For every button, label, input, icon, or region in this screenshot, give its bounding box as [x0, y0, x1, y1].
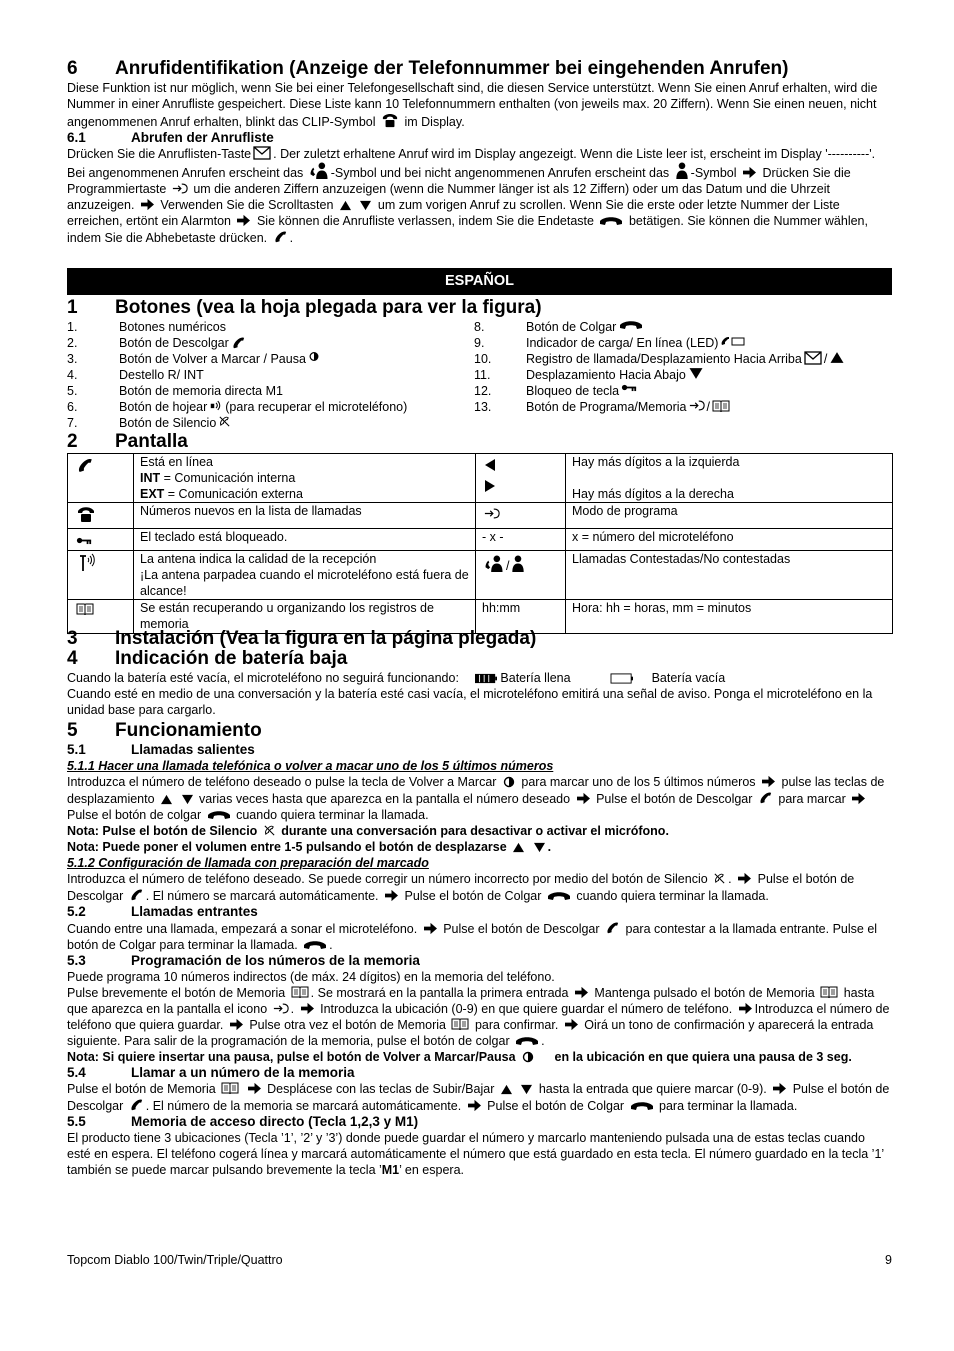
text: Pulse el botón de Descolgar — [596, 792, 753, 806]
memory-book-icon — [76, 602, 94, 616]
table-cell: - x - — [476, 529, 566, 551]
cell-text: Hay más dígitos a la izquierda — [572, 455, 740, 469]
program-icon — [273, 1002, 289, 1015]
arrow-right-icon — [851, 792, 866, 805]
table-row — [68, 454, 893, 503]
table-cell: Modo de programa — [566, 503, 893, 529]
scroll-down-icon — [181, 794, 194, 805]
text: para contestar a la llamada entrante. Pulse el botón de Colgar para terminar la llamada. — [67, 922, 878, 952]
list-item — [67, 415, 474, 431]
list-item — [474, 351, 892, 367]
text: durante una conversación para desactivar o activar el micrófono. — [281, 824, 669, 838]
table-cell — [476, 503, 566, 529]
table-cell — [134, 551, 476, 600]
heading-number: 3 — [67, 628, 78, 649]
battery-empty-icon — [610, 673, 634, 684]
antenna-icon — [76, 553, 96, 573]
table-cell — [68, 551, 134, 600]
page-content — [67, 58, 892, 1178]
text: Pulse el botón de Descolgar — [67, 872, 855, 903]
heading-5-1-1: 5.1.1 Hacer una llamada telefónica o volver a macar uno de los 5 últimos números — [67, 759, 554, 773]
item-number: 6. — [67, 400, 78, 414]
off-hook-icon — [129, 1097, 144, 1112]
heading-title: Indicación de batería baja — [115, 648, 348, 669]
list-item — [474, 383, 892, 399]
heading-4 — [67, 648, 892, 670]
text: en la ubicación en que quiera una pausa de 3 seg. — [554, 1050, 852, 1064]
item-number: 8. — [474, 320, 485, 334]
text: Nota: Pulse el botón de Silencio — [67, 824, 258, 838]
arrow-right-icon — [423, 922, 438, 935]
item-text: Botones numéricos — [119, 320, 227, 334]
off-hook-icon — [758, 790, 773, 805]
label-int: INT — [140, 471, 161, 485]
heading-5-1 — [67, 742, 892, 758]
heading-number: 5.2 — [67, 904, 86, 919]
list-item — [67, 335, 474, 351]
heading-title: Instalación (Vea la figura en la página plegada) — [115, 628, 537, 649]
text: cuando quiera terminar la llamada. — [236, 808, 429, 822]
heading-5-5 — [67, 1114, 892, 1130]
text: Diese Funktion ist nur möglich, wenn Sie bei einer Telefongesellschaft sind, die diesen Service unterstützt. Wenn Sie einen Anruf erhalten, wird die Nummer in einer Anrufliste gespeichert. Diese Liste kann 10 Telefonnummern enthalten (von jeweils max. 20 Ziffern). Wenn Sie einen neuen, nicht angenommenen Anruf erhalten, blinkt das CLIP-Symbol — [67, 81, 878, 129]
arrow-left-icon — [484, 458, 496, 472]
phone-icon — [76, 505, 96, 523]
text: Drücken Sie die Anruflisten-Taste — [67, 147, 252, 161]
heading-number: 5.5 — [67, 1114, 86, 1129]
text: . — [547, 840, 552, 854]
list-item — [67, 399, 474, 415]
text: Pulse el botón de Memoria — [67, 1082, 216, 1096]
heading-title: Llamadas salientes — [131, 742, 255, 757]
text: Drücken Sie die Programmiertaste — [67, 166, 851, 196]
display-table — [67, 453, 893, 634]
heading-5-4 — [67, 1065, 892, 1081]
buttons-list-left — [67, 319, 474, 431]
heading-number: 6.1 — [67, 130, 86, 145]
text: hasta la entrada que quiere marcar (0-9). — [538, 1082, 767, 1096]
text: Desplácese con las teclas de Subir/Bajar — [267, 1082, 495, 1096]
off-hook-icon — [129, 887, 144, 902]
paragraph-6-1 — [67, 146, 892, 246]
heading-number: 5.3 — [67, 953, 86, 968]
scroll-up-icon — [500, 1084, 513, 1095]
text: para terminar la llamada. — [659, 1099, 798, 1113]
table-cell: Llamadas Contestadas/No contestadas — [566, 551, 893, 600]
list-item — [474, 367, 892, 383]
item-text: Indicador de carga/ En línea (LED) — [526, 336, 719, 350]
item-text: Destello R/ INT — [119, 368, 204, 382]
item-number: 13. — [474, 400, 492, 414]
spacer — [572, 470, 886, 486]
heading-title: Llamar a un número de la memoria — [131, 1065, 355, 1080]
table-row — [68, 529, 893, 551]
envelope-icon — [804, 351, 822, 367]
heading-title: Llamadas entrantes — [131, 904, 258, 919]
text: Pulse el botón de Colgar — [404, 889, 542, 903]
table-cell — [134, 454, 476, 503]
list-item — [474, 399, 892, 415]
scroll-up-icon — [512, 842, 525, 853]
text: varias veces hasta que aparezca en la pantalla el número deseado — [199, 792, 571, 806]
item-number: 11. — [474, 368, 491, 382]
arrow-right-icon — [140, 198, 155, 211]
paging-icon — [209, 399, 223, 415]
text: . El número de la memoria se marcará automáticamente. — [145, 1099, 462, 1113]
item-text: Bloqueo de tecla — [526, 384, 620, 398]
on-hook-icon — [547, 890, 571, 902]
list-item — [474, 319, 892, 335]
table-cell — [476, 551, 566, 600]
item-number: 7. — [67, 416, 78, 430]
item-number: 10. — [474, 352, 492, 366]
paragraph-5-4 — [67, 1081, 892, 1114]
paragraph-4 — [67, 670, 892, 686]
on-hook-icon — [618, 319, 644, 335]
heading-6-1 — [67, 130, 892, 146]
on-hook-icon — [599, 215, 623, 227]
text: . — [329, 938, 333, 952]
heading-number: 1 — [67, 297, 78, 318]
scroll-up-icon — [829, 351, 845, 367]
note-volume — [67, 839, 892, 855]
item-text: Botón de memoria directa M1 — [119, 384, 283, 398]
text: Introduzca el número de teléfono deseado. Se puede corregir un número incorrecto por medio del botón de Silencio — [67, 872, 708, 886]
scroll-down-icon — [520, 1084, 533, 1095]
table-cell: El teclado está bloqueado. — [134, 529, 476, 551]
on-hook-icon — [207, 809, 231, 821]
off-hook-icon — [273, 229, 288, 244]
scroll-up-icon — [160, 794, 173, 805]
text: hasta que aparezca en la pantalla el icono — [67, 986, 875, 1016]
memory-book-icon — [451, 1017, 469, 1031]
page-number: 9 — [885, 1253, 892, 1267]
redial-icon — [521, 1051, 535, 1063]
text: El producto tiene 3 ubicaciones (Tecla ’1’, ’2’ y ’3’) donde puede guardar el número y marcarlo manteniendo pulsada una de estas teclas cuando esté en espera. El teléfono cogerá línea y marcará automáticamente el número que está guardado en esta tecla. El número guardado en la tecla ’1’ también se puede marcar pulsando brevemente la tecla ’ — [67, 1131, 884, 1177]
table-cell: Números nuevos en la lista de llamadas — [134, 503, 476, 529]
text: Pulse brevemente el botón de Memoria — [67, 986, 286, 1000]
text: = Comunicación interna — [160, 471, 296, 485]
item-number: 12. — [474, 384, 492, 398]
text: Cuando entre una llamada, empezará a sonar el microteléfono. — [67, 922, 418, 936]
table-cell — [68, 503, 134, 529]
person-icon — [675, 162, 689, 179]
answered-call-icon — [309, 162, 329, 179]
arrow-right-icon — [772, 1082, 787, 1095]
text: Pulse el botón de Descolgar — [443, 922, 600, 936]
label-ext: EXT — [140, 487, 165, 501]
item-number: 3. — [67, 352, 78, 366]
item-text: / — [706, 400, 710, 414]
text: . El número se marcará automáticamente. — [145, 889, 379, 903]
off-hook-icon — [231, 335, 246, 351]
paragraph-6 — [67, 80, 892, 130]
text: . — [290, 1002, 295, 1016]
table-cell: Hora: hh = horas, mm = minutos — [566, 600, 893, 634]
memory-book-icon — [291, 985, 309, 999]
text: . Se mostrará en la pantalla la primera entrada — [310, 986, 569, 1000]
text: um die anderen Ziffern anzuzeigen (wenn die Nummer länger ist als 12 Ziffern) oder um das Datum und die Uhrzeit anzuzeigen. — [67, 182, 830, 212]
paragraph-5-1-2 — [67, 871, 892, 904]
table-cell — [68, 454, 134, 503]
text: para confirmar. — [474, 1018, 559, 1032]
phone-icon — [381, 112, 399, 128]
item-number: 5. — [67, 384, 78, 398]
off-hook-icon — [605, 920, 620, 935]
cell-text — [140, 470, 469, 486]
text: pulse las teclas de desplazamiento — [67, 775, 885, 806]
item-text: / — [823, 352, 828, 366]
redial-icon — [502, 776, 516, 788]
paragraph-5-3-1: Puede programa 10 números indirectos (de máx. 24 dígitos) en la memoria del teléfono. — [67, 970, 555, 984]
cell-text: Hay más dígitos a la derecha — [572, 487, 734, 501]
program-icon — [484, 507, 500, 520]
text: Introduzca el número de teléfono que quiera guardar. — [67, 1002, 890, 1032]
item-number: 2. — [67, 336, 78, 350]
footer-product: Topcom Diablo 100/Twin/Triple/Quattro — [67, 1253, 283, 1267]
separator: / — [506, 559, 510, 573]
cell-text: ¡La antena parpadea cuando el microteléfono está fuera de alcance! — [140, 568, 469, 598]
list-item — [67, 351, 474, 367]
key-lock-icon — [76, 536, 92, 545]
icon-wrap — [482, 454, 559, 474]
heading-1 — [67, 297, 892, 319]
on-hook-icon — [303, 939, 327, 951]
arrow-right-icon — [576, 792, 591, 805]
heading-number: 5 — [67, 720, 78, 741]
cell-text: Está en línea — [140, 455, 213, 469]
buttons-list — [67, 319, 892, 431]
text: -Symbol und bei nicht angenommenen Anrufen erscheint das — [330, 166, 670, 180]
text: Batería llena — [500, 671, 571, 685]
text: Batería vacía — [651, 671, 726, 685]
text: Nota: Si quiere insertar una pausa, pulse el botón de Volver a Marcar/Pausa — [67, 1050, 516, 1064]
list-item — [67, 367, 474, 383]
item-text: Botón de Volver a Marcar / Pausa — [119, 352, 306, 366]
item-text: (para recuperar el microteléfono) — [225, 400, 408, 414]
heading-title: Memoria de acceso directo (Tecla 1,2,3 y M1) — [131, 1114, 419, 1129]
text: cuando quiera terminar la llamada. — [576, 889, 769, 903]
mute-icon — [218, 415, 231, 431]
table-row — [68, 503, 893, 529]
item-number: 4. — [67, 368, 78, 382]
paragraph-4-2: Cuando esté en medio de una conversación y la batería esté casi vacía, el microteléfono emitirá una señal de aviso. Ponga el microteléfono en la unidad base para cargarlo. — [67, 687, 873, 717]
list-item — [474, 335, 892, 351]
arrow-right-icon — [467, 1099, 482, 1112]
on-hook-icon — [515, 1035, 539, 1047]
text: ’ en espera. — [399, 1163, 464, 1177]
scroll-down-icon — [359, 200, 372, 211]
table-row — [68, 551, 893, 600]
key-label: M1 — [381, 1163, 400, 1177]
arrow-right-icon — [300, 1002, 315, 1015]
heading-title: Anrufidentifikation (Anzeige der Telefonnummer bei eingehenden Anrufen) — [115, 58, 789, 79]
mute-icon — [263, 824, 276, 837]
heading-5-1-2: 5.1.2 Configuración de llamada con preparación del marcado — [67, 856, 429, 870]
text: . — [728, 872, 732, 886]
heading-2 — [67, 431, 892, 453]
text: . Der zuletzt erhaltene Anruf wird im Display angezeigt. Wenn die Liste leer ist, erscheint im Display '----------'. Bei angenommenen Anrufen erscheint das — [67, 147, 876, 180]
heading-6 — [67, 58, 892, 80]
text: para marcar — [778, 792, 846, 806]
redial-icon — [308, 351, 320, 367]
text: Sie können die Anrufliste verlassen, indem Sie die Endetaste — [256, 214, 594, 228]
mute-icon — [713, 872, 726, 885]
on-hook-icon — [630, 1100, 654, 1112]
text: Introduzca el número de teléfono deseado o pulse la tecla de Volver a Marcar — [67, 775, 497, 789]
arrow-right-icon — [384, 889, 399, 902]
heading-5 — [67, 720, 892, 742]
heading-title: Abrufen der Anrufliste — [131, 130, 274, 145]
page-footer — [67, 1253, 892, 1267]
arrow-right-icon — [738, 1002, 753, 1015]
arrow-right-icon — [737, 872, 752, 885]
table-cell: Se están recuperando u organizando los registros de memoria — [134, 600, 476, 634]
paragraph-5-5 — [67, 1130, 892, 1178]
item-text: Botón de Colgar — [526, 320, 617, 334]
icon-wrap — [482, 474, 559, 495]
envelope-icon — [253, 146, 271, 160]
charge-led-icon — [720, 335, 746, 351]
heading-number: 6 — [67, 58, 78, 79]
program-icon — [689, 399, 705, 415]
program-icon — [172, 182, 188, 195]
text: Nota: Puede poner el volumen entre 1-5 pulsando el botón de desplazarse — [67, 840, 507, 854]
text: Mantenga pulsado el botón de Memoria — [594, 986, 815, 1000]
arrow-right-icon — [742, 166, 757, 179]
scroll-down-icon — [533, 842, 546, 853]
text: Pulse otra vez el botón de Memoria — [249, 1018, 446, 1032]
item-text: Botón de Silencio — [119, 416, 217, 430]
text: . — [541, 1034, 545, 1048]
text: para marcar uno de los 5 últimos números — [521, 775, 756, 789]
heading-title: Botones (vea la hoja plegada para ver la figura) — [115, 297, 542, 318]
cell-text — [140, 486, 469, 502]
item-number: 1. — [67, 320, 78, 334]
person-icon — [511, 555, 525, 572]
text: Pulse el botón de Descolgar — [67, 1082, 890, 1113]
heading-number: 2 — [67, 431, 78, 452]
text: . — [289, 231, 294, 245]
arrow-right-icon — [761, 775, 776, 788]
item-text: Botón de hojear — [119, 400, 208, 414]
list-item — [67, 319, 474, 335]
scroll-up-icon — [339, 200, 352, 211]
note-pause — [67, 1049, 892, 1065]
paragraph-5-2 — [67, 920, 892, 953]
list-item — [67, 383, 474, 399]
note-mute — [67, 823, 892, 839]
item-text: Desplazamiento Hacia Abajo — [526, 368, 686, 382]
paragraph-5-1-1 — [67, 774, 892, 823]
key-lock-icon — [621, 383, 637, 399]
heading-number: 5.1 — [67, 742, 86, 757]
heading-5-3 — [67, 953, 892, 969]
arrow-right-icon — [484, 479, 496, 493]
heading-number: 5.4 — [67, 1065, 86, 1080]
text: betätigen. Sie können die Nummer wählen, indem Sie die Abhebetaste drücken. — [67, 214, 868, 245]
heading-number: 4 — [67, 648, 78, 669]
memory-book-icon — [221, 1081, 239, 1095]
text: Verwenden Sie die Scrolltasten — [160, 198, 334, 212]
text: = Comunicación externa — [164, 487, 303, 501]
heading-5-2 — [67, 904, 892, 920]
table-cell — [68, 529, 134, 551]
paragraph-5-3-2 — [67, 985, 892, 1049]
arrow-right-icon — [229, 1018, 244, 1031]
table-cell — [566, 454, 893, 503]
item-text: Registro de llamada/Desplazamiento Hacia Arriba — [526, 352, 802, 366]
arrow-right-icon — [236, 214, 251, 227]
language-banner: ESPAÑOL — [67, 268, 892, 295]
table-cell: hh:mm — [476, 600, 566, 634]
text: Pulse el botón de colgar — [67, 808, 202, 822]
heading-title: Pantalla — [115, 431, 188, 452]
memory-book-icon — [820, 985, 838, 999]
text: um zum vorigen Anruf zu scrollen. Wenn Sie die erste oder letzte Nummer der Liste erreichen, ertönt ein Alarmton — [67, 198, 840, 228]
memory-book-icon — [712, 399, 730, 415]
heading-title: Programación de los números de la memoria — [131, 953, 420, 968]
off-hook-icon — [76, 456, 94, 474]
arrow-right-icon — [564, 1018, 579, 1031]
item-text: Botón de Descolgar — [119, 336, 229, 350]
text: Cuando la batería esté vacía, el microteléfono no seguirá funcionando: — [67, 671, 459, 685]
cell-text: La antena indica la calidad de la recepción — [140, 552, 377, 566]
item-number: 9. — [474, 336, 485, 350]
text: -Symbol — [690, 166, 737, 180]
table-cell — [476, 454, 566, 503]
answered-call-icon — [484, 555, 504, 572]
battery-full-icon — [474, 673, 498, 684]
text: Pulse el botón de Colgar — [487, 1099, 625, 1113]
heading-3 — [67, 628, 892, 650]
arrow-right-icon — [247, 1082, 262, 1095]
text: Introduzca la ubicación (0-9) en que quiere guardar el número de teléfono. — [320, 1002, 733, 1016]
heading-title: Funcionamiento — [115, 720, 262, 741]
buttons-list-right — [474, 319, 892, 431]
scroll-down-icon — [688, 367, 704, 383]
item-text: Botón de Programa/Memoria — [526, 400, 687, 414]
text: Oirá un tono de confirmación y aparecerá la entrada siguiente. Para salir de la programación de la memoria, pulse el botón de colgar — [67, 1018, 874, 1048]
text: im Display. — [404, 115, 465, 129]
arrow-right-icon — [574, 986, 589, 999]
table-cell: x = número del microteléfono — [566, 529, 893, 551]
